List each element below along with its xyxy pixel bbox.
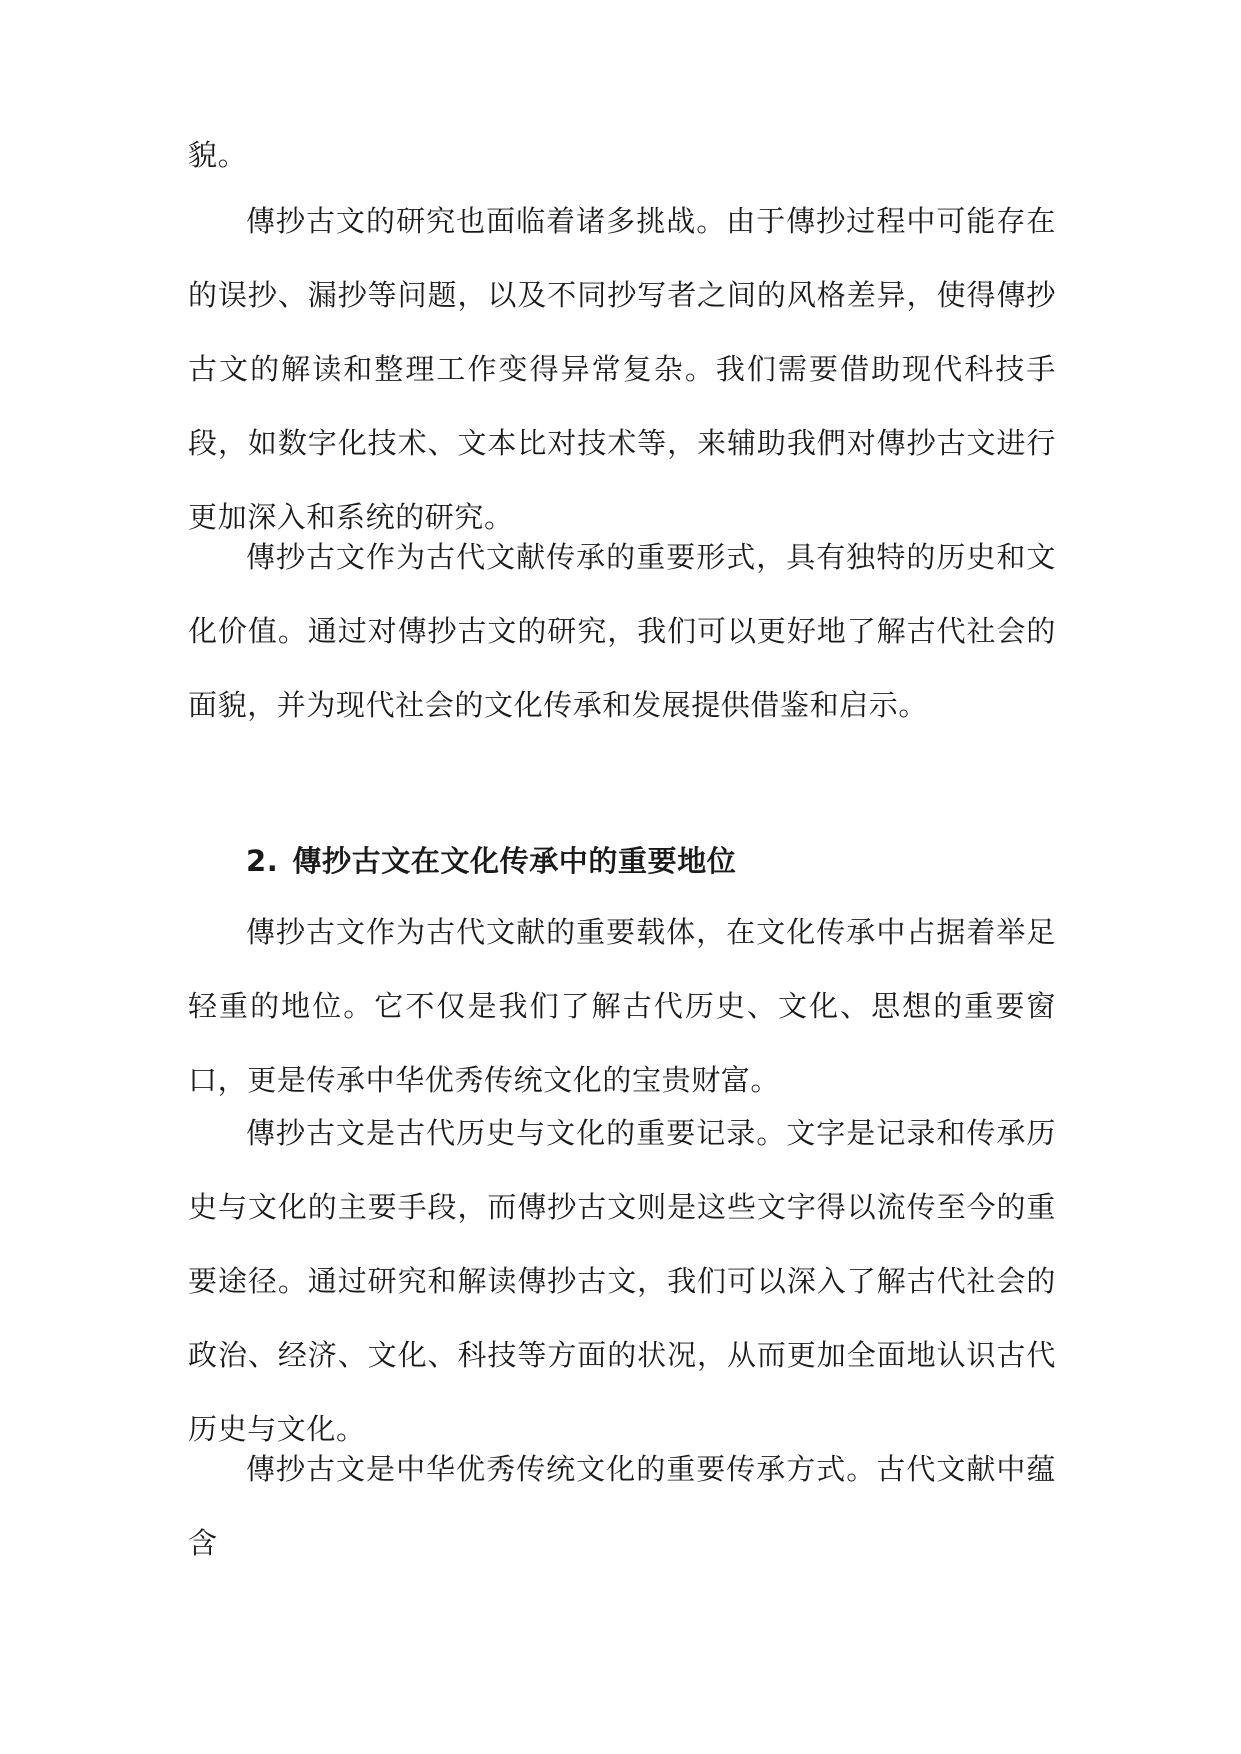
- section-heading: [246, 824, 1056, 898]
- paragraph-record: 傳抄古文是古代历史与文化的重要记录。文字是记录和传承历史与文化的主要手段，而傳抄古文则是这些文字得以流传至今的重要途径。通过研究和解读傳抄古文，我们可以深入了解古代社会的政治、经济、文化、科技等方面的状况，从而更加全面地认识古代历史与文化。: [188, 1116, 1056, 1446]
- paragraph-challenges: 傳抄古文的研究也面临着诸多挑战。由于傳抄过程中可能存在的误抄、漏抄等问题，以及不同抄写者之间的风格差异，使得傳抄古文的解读和整理工作变得异常复杂。我们需要借助现代科技手段，如数字化技术、文本比对技术等，来辅助我們对傳抄古文进行更加深入和系统的研究。: [188, 204, 1056, 534]
- paragraph-transmission: 傳抄古文是中华优秀传统文化的重要传承方式。古代文献中蕴含: [188, 1452, 1056, 1560]
- continuation-text: 貌。: [188, 138, 248, 172]
- paragraph-value: 傳抄古文作为古代文献传承的重要形式，具有独特的历史和文化价值。通过对傳抄古文的研究，我们可以更好地了解古代社会的面貌，并为现代社会的文化传承和发展提供借鉴和启示。: [188, 540, 1056, 722]
- section-title: 傳抄古文在文化传承中的重要地位: [292, 844, 737, 878]
- section-number: 2.: [246, 844, 279, 878]
- paragraph-carrier: 傳抄古文作为古代文献的重要载体，在文化传承中占据着举足轻重的地位。它不仅是我们了解古代历史、文化、思想的重要窗口，更是传承中华优秀传统文化的宝贵财富。: [188, 915, 1056, 1097]
